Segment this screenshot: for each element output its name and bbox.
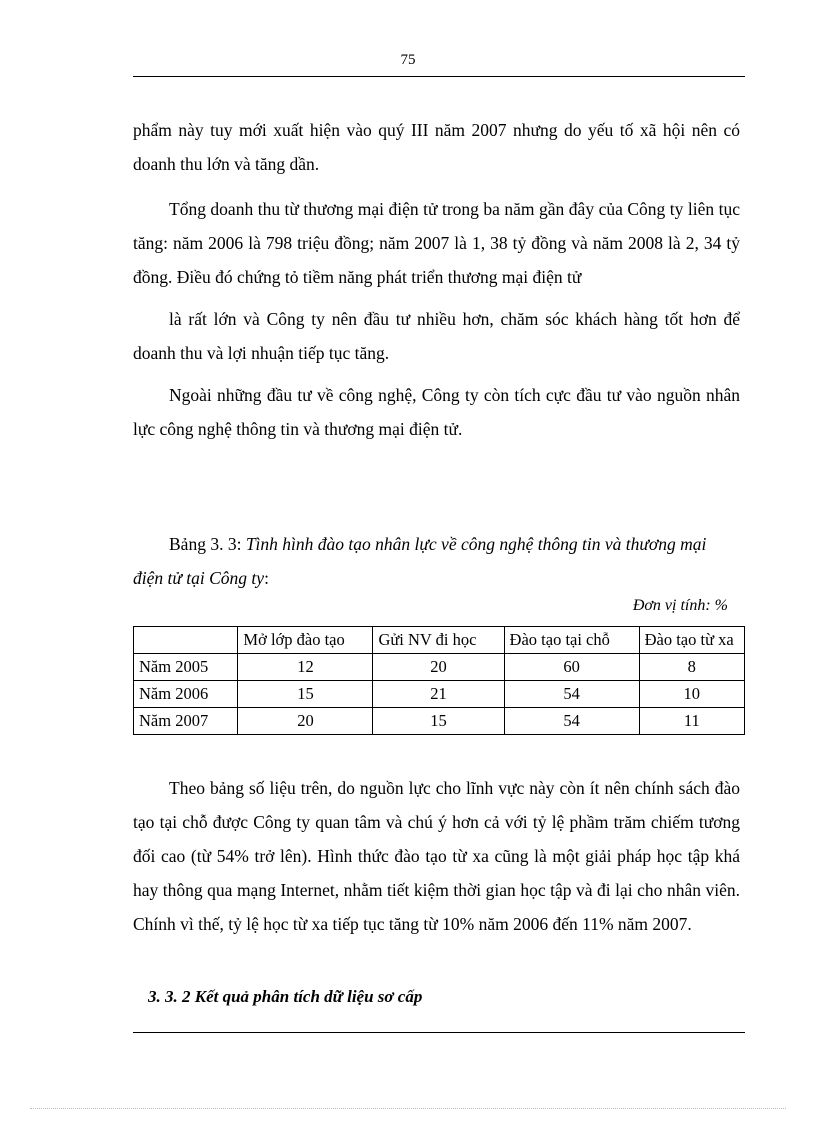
paragraph-2 (133, 192, 740, 294)
table-cell: 15 (238, 681, 373, 708)
table-caption-title: Tình hình đào tạo nhân lực về công nghệ thông tin và thương mại điện tử tại Công ty (133, 534, 707, 588)
table-cell: 15 (373, 708, 504, 735)
table-cell: 12 (238, 654, 373, 681)
page-number: 75 (400, 52, 416, 68)
table-row (134, 708, 745, 735)
table-cell: 21 (373, 681, 504, 708)
analysis-paragraph-text: Theo bảng số liệu trên, do nguồn lực cho lĩnh vực này còn ít nên chính sách đào tạo tại chỗ được Công ty quan tâm và chú ý hơn cả với tỷ lệ phầm trăm chiếm tương đối cao (từ 54% trở lên). Hình thức đào tạo từ xa cũng là một giải pháp học tập khá hay thông qua mạng Internet, nhằm tiết kiệm thời gian học tập và đi lại cho nhân viên. Chính vì thế, tỷ lệ học từ xa tiếp tục tăng từ 10% năm 2006 đến 11% năm 2007. (133, 778, 740, 934)
table-row-label: Năm 2006 (134, 681, 238, 708)
table-header-row (134, 627, 745, 654)
paragraph-1-text: phẩm này tuy mới xuất hiện vào quý III năm 2007 nhưng do yếu tố xã hội nên có doanh thu lớn và tăng dần. (133, 120, 740, 174)
paragraph-3 (133, 302, 740, 370)
table-row-label: Năm 2007 (134, 708, 238, 735)
analysis-paragraph (133, 771, 740, 941)
page-bottom-dotted-line (30, 1108, 786, 1109)
table-header-cell: Gửi NV đi học (373, 627, 504, 654)
header-rule (133, 76, 745, 77)
paragraph-2-text: Tổng doanh thu từ thương mại điện tử trong ba năm gần đây của Công ty liên tục tăng: năm 2006 là 798 triệu đồng; năm 2007 là 1, 38 tỷ đồng và năm 2008 là 2, 34 tỷ đồng. Điều đó chứng tỏ tiềm năng phát triển thương mại điện tử (133, 199, 740, 287)
table-caption (133, 527, 740, 595)
table-cell: 11 (639, 708, 744, 735)
table-cell: 54 (504, 708, 639, 735)
table-cell: 54 (504, 681, 639, 708)
table-caption-suffix: : (264, 568, 269, 588)
table-row (134, 681, 745, 708)
footer-rule (133, 1032, 745, 1033)
table-cell: 8 (639, 654, 744, 681)
section-heading: 3. 3. 2 Kết quả phân tích dữ liệu sơ cấp (148, 987, 423, 1006)
unit-label: Đơn vị tính: % (632, 597, 728, 614)
table-caption-label: Bảng 3. 3: (169, 534, 242, 554)
table-cell: 10 (639, 681, 744, 708)
paragraph-4 (133, 378, 740, 446)
table-cell: 60 (504, 654, 639, 681)
table-header-cell: Đào tạo từ xa (639, 627, 744, 654)
table-header-cell: Đào tạo tại chỗ (504, 627, 639, 654)
training-table (133, 626, 745, 735)
table-cell: 20 (238, 708, 373, 735)
paragraph-1 (133, 113, 740, 181)
table-header-cell: Mở lớp đào tạo (238, 627, 373, 654)
table-row (134, 654, 745, 681)
table-header-cell (134, 627, 238, 654)
table-cell: 20 (373, 654, 504, 681)
paragraph-3-text: là rất lớn và Công ty nên đầu tư nhiều hơn, chăm sóc khách hàng tốt hơn để doanh thu và lợi nhuận tiếp tục tăng. (133, 309, 740, 363)
table-row-label: Năm 2005 (134, 654, 238, 681)
paragraph-4-text: Ngoài những đầu tư về công nghệ, Công ty còn tích cực đầu tư vào nguồn nhân lực công nghệ thông tin và thương mại điện tử. (133, 385, 740, 439)
